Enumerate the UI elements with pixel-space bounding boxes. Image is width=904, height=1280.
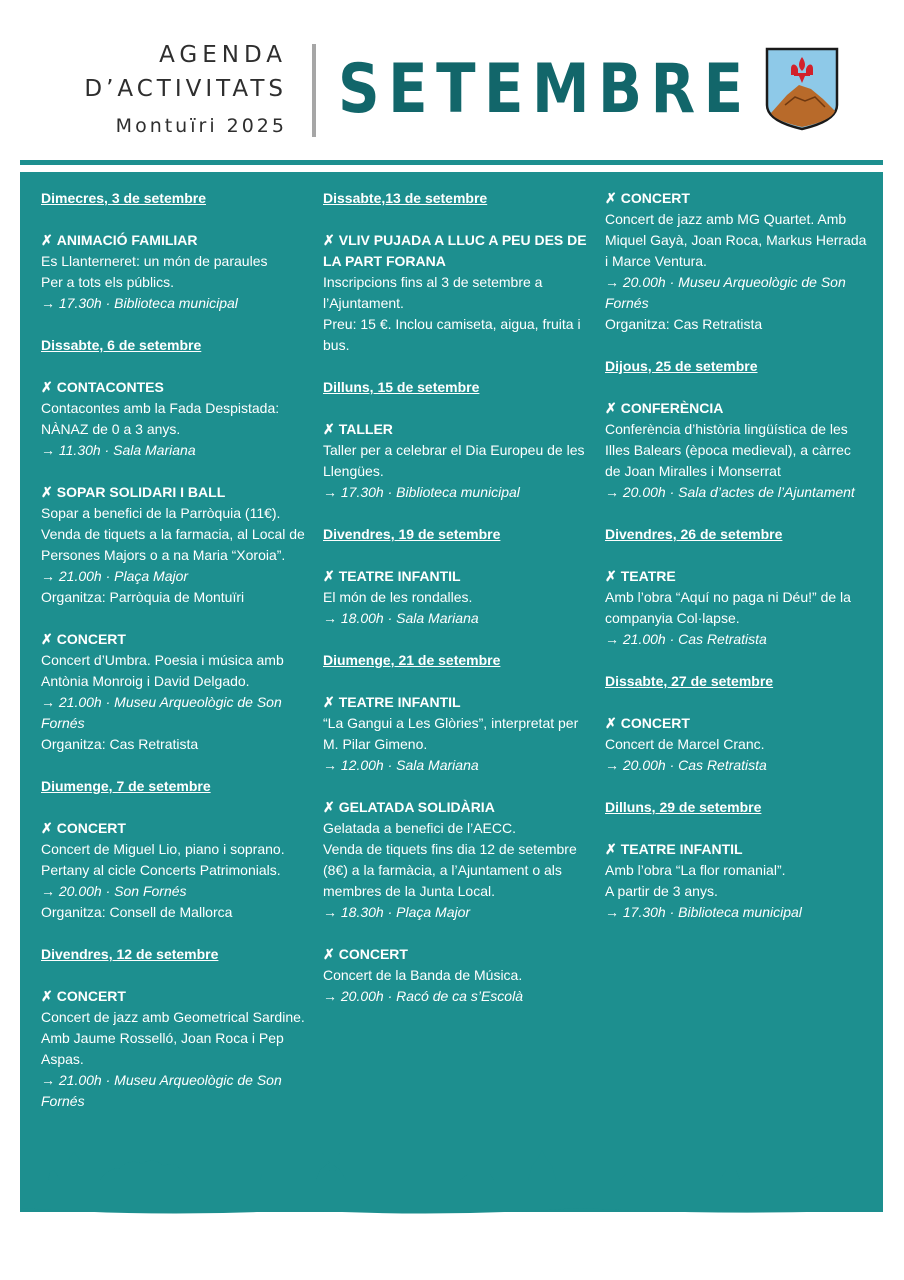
event-item [605, 839, 867, 923]
event-title [41, 482, 311, 503]
event-title [323, 566, 593, 587]
event-time-place: → 20.00h · Son Fornés [41, 883, 187, 899]
event-organizer: Organitza: Cas Retratista [605, 316, 763, 332]
event-title-text: ANIMACIÓ FAMILIAR [56, 232, 198, 248]
event-title-text: CONTACONTES [56, 379, 164, 395]
event-title [323, 230, 593, 272]
event-time-place: → 11.30h · Sala Mariana [41, 442, 196, 458]
event-description: Es Llanterneret: un món de paraules [41, 253, 268, 269]
event-date-heading: Diumenge, 21 de setembre [323, 652, 501, 668]
event-organizer: Organitza: Cas Retratista [41, 736, 199, 752]
event-description: Concert de la Banda de Música. [323, 967, 523, 983]
cross-mark-icon: ✗ [605, 190, 617, 206]
event-description: Sopar a benefici de la Parròquia (11€). [41, 505, 281, 521]
cross-mark-icon: ✗ [41, 988, 53, 1004]
montuiri-crest-icon [765, 47, 839, 131]
village-skyline-silhouette [20, 1140, 883, 1240]
event-item [41, 482, 311, 608]
event-description: Concert de jazz amb MG Quartet. Amb Miquel Gayà, Joan Roca, Markus Herrada i Marce Ventura. [605, 211, 867, 269]
event-time-place: → 12.00h · Sala Mariana [323, 757, 479, 773]
cross-mark-icon: ✗ [41, 379, 53, 395]
event-title-text: CONCERT [56, 820, 126, 836]
cross-mark-icon: ✗ [323, 694, 335, 710]
event-title-text: CONCERT [338, 946, 408, 962]
event-description: Contacontes amb la Fada Despistada: [41, 400, 280, 416]
event-item [41, 377, 311, 461]
event-title [605, 398, 867, 419]
event-time-place: → 20.00h · Racó de ca s’Escolà [323, 988, 523, 1004]
event-time-place: → 17.30h · Biblioteca municipal [41, 295, 238, 311]
event-date-heading: Diumenge, 7 de setembre [41, 778, 211, 794]
event-description: Concert de Marcel Cranc. [605, 736, 765, 752]
cross-mark-icon: ✗ [323, 568, 335, 584]
event-organizer: Organitza: Parròquia de Montuïri [41, 589, 245, 605]
event-time-place: → 21.00h · Plaça Major [41, 568, 189, 584]
event-title [605, 566, 867, 587]
event-item [605, 398, 867, 503]
event-description: Amb l’obra “Aquí no paga ni Déu!” de la companyia Col·lapse. [605, 589, 851, 626]
event-item [605, 566, 867, 650]
event-description: Venda de tiquets a la farmacia, al Local de Persones Majors o a na Maria “Xoroia”. [41, 526, 305, 563]
event-organizer: Organitza: Consell de Mallorca [41, 904, 233, 920]
event-title-text: CONCERT [56, 988, 126, 1004]
event-title-text: CONCERT [620, 715, 690, 731]
event-title [323, 944, 593, 965]
event-item [605, 713, 867, 776]
event-time-place: → 18.30h · Plaça Major [323, 904, 471, 920]
event-date-heading: Dijous, 25 de setembre [605, 358, 758, 374]
event-date-heading: Dissabte, 6 de setembre [41, 337, 202, 353]
event-time-place: → 20.00h · Sala d’actes de l’Ajuntament [605, 484, 855, 500]
event-description: Venda de tiquets fins dia 12 de setembre (8€) a la farmàcia, a l’Ajuntament o als membres de la Junta Local. [323, 841, 577, 899]
header-divider [312, 44, 316, 137]
event-date-heading: Dissabte,13 de setembre [323, 190, 488, 206]
event-title [605, 188, 867, 209]
event-item [41, 230, 311, 314]
event-description: Per a tots els públics. [41, 274, 175, 290]
event-time-place: → 17.30h · Biblioteca municipal [605, 904, 802, 920]
event-title-text: TEATRE INFANTIL [620, 841, 743, 857]
activities-title: D’ACTIVITATS [84, 76, 287, 102]
cross-mark-icon: ✗ [41, 820, 53, 836]
event-description: NÀNAZ de 0 a 3 anys. [41, 421, 181, 437]
event-date-heading: Divendres, 19 de setembre [323, 526, 501, 542]
event-title [323, 692, 593, 713]
event-time-place: → 21.00h · Museu Arqueològic de Son Fornés [41, 1072, 282, 1109]
event-time-place: → 20.00h · Cas Retratista [605, 757, 767, 773]
event-time-place: → 17.30h · Biblioteca municipal [323, 484, 520, 500]
cross-mark-icon: ✗ [605, 841, 617, 857]
event-title-text: CONCERT [56, 631, 126, 647]
cross-mark-icon: ✗ [41, 232, 53, 248]
event-item [323, 566, 593, 629]
event-description: Conferència d’història lingüística de les Illes Balears (època medieval), a càrrec de Joan Miralles i Monserrat [605, 421, 851, 479]
event-title [605, 839, 867, 860]
event-description: Pertany al cicle Concerts Patrimonials. [41, 862, 281, 878]
event-title [41, 629, 311, 650]
event-date-heading: Divendres, 26 de setembre [605, 526, 783, 542]
event-date-heading: Dilluns, 29 de setembre [605, 799, 762, 815]
event-date-heading: Dimecres, 3 de setembre [41, 190, 206, 206]
cross-mark-icon: ✗ [323, 799, 335, 815]
header [0, 0, 904, 160]
event-time-place: → 20.00h · Museu Arqueològic de Son Fornés [605, 274, 846, 311]
event-item [323, 692, 593, 776]
event-description: Amb l’obra “La flor romanial”. [605, 862, 786, 878]
agenda-column-2 [323, 188, 593, 1028]
event-title-text: GELATADA SOLIDÀRIA [338, 799, 495, 815]
cross-mark-icon: ✗ [323, 232, 335, 248]
event-description: Concert de jazz amb Geometrical Sardine. Amb Jaume Rosselló, Joan Roca i Pep Aspas. [41, 1009, 305, 1067]
event-item [323, 419, 593, 503]
event-title-text: CONCERT [620, 190, 690, 206]
town-year: Montuïri 2025 [115, 115, 287, 137]
event-item [323, 230, 593, 356]
event-title [41, 818, 311, 839]
cross-mark-icon: ✗ [605, 715, 617, 731]
event-title-text: VLIV PUJADA A LLUC A PEU DES DE LA PART FORANA [323, 232, 587, 269]
event-title [41, 230, 311, 251]
event-description: A partir de 3 anys. [605, 883, 718, 899]
agenda-column-3 [605, 188, 867, 944]
event-time-place: → 21.00h · Museu Arqueològic de Son Fornés [41, 694, 282, 731]
event-title [41, 986, 311, 1007]
event-date-heading: Divendres, 12 de setembre [41, 946, 219, 962]
event-description: Taller per a celebrar el Dia Europeu de les Llengües. [323, 442, 585, 479]
cross-mark-icon: ✗ [323, 946, 335, 962]
cross-mark-icon: ✗ [41, 484, 53, 500]
event-title [323, 419, 593, 440]
event-description: Inscripcions fins al 3 de setembre a l’Ajuntament. [323, 274, 543, 311]
event-description: “La Gangui a Les Glòries”, interpretat per M. Pilar Gimeno. [323, 715, 579, 752]
event-time-place: → 18.00h · Sala Mariana [323, 610, 479, 626]
event-title-text: TEATRE INFANTIL [338, 694, 461, 710]
event-item [41, 629, 311, 755]
header-rule [20, 160, 883, 165]
event-item [323, 944, 593, 1007]
event-title-text: TEATRE INFANTIL [338, 568, 461, 584]
event-description: Gelatada a benefici de l’AECC. [323, 820, 516, 836]
event-date-heading: Dissabte, 27 de setembre [605, 673, 774, 689]
cross-mark-icon: ✗ [605, 400, 617, 416]
event-description: Preu: 15 €. Inclou camiseta, aigua, fruita i bus. [323, 316, 581, 353]
cross-mark-icon: ✗ [605, 568, 617, 584]
event-title [605, 713, 867, 734]
month-title: SETEMBRE [338, 50, 752, 129]
event-item [605, 188, 867, 335]
event-description: El món de les rondalles. [323, 589, 473, 605]
agenda-title: AGENDA [159, 42, 287, 68]
cross-mark-icon: ✗ [323, 421, 335, 437]
event-description: Concert d’Umbra. Poesia i música amb Antònia Monroig i David Delgado. [41, 652, 284, 689]
event-title [323, 797, 593, 818]
event-title-text: TALLER [338, 421, 393, 437]
event-title [41, 377, 311, 398]
event-title-text: SOPAR SOLIDARI I BALL [56, 484, 226, 500]
cross-mark-icon: ✗ [41, 631, 53, 647]
event-item [323, 797, 593, 923]
event-title-text: TEATRE [620, 568, 676, 584]
event-item [41, 818, 311, 923]
event-time-place: → 21.00h · Cas Retratista [605, 631, 767, 647]
event-description: Concert de Miguel Lio, piano i soprano. [41, 841, 285, 857]
event-date-heading: Dilluns, 15 de setembre [323, 379, 480, 395]
agenda-column-1 [41, 188, 311, 1133]
event-title-text: CONFERÈNCIA [620, 400, 724, 416]
event-item [41, 986, 311, 1112]
